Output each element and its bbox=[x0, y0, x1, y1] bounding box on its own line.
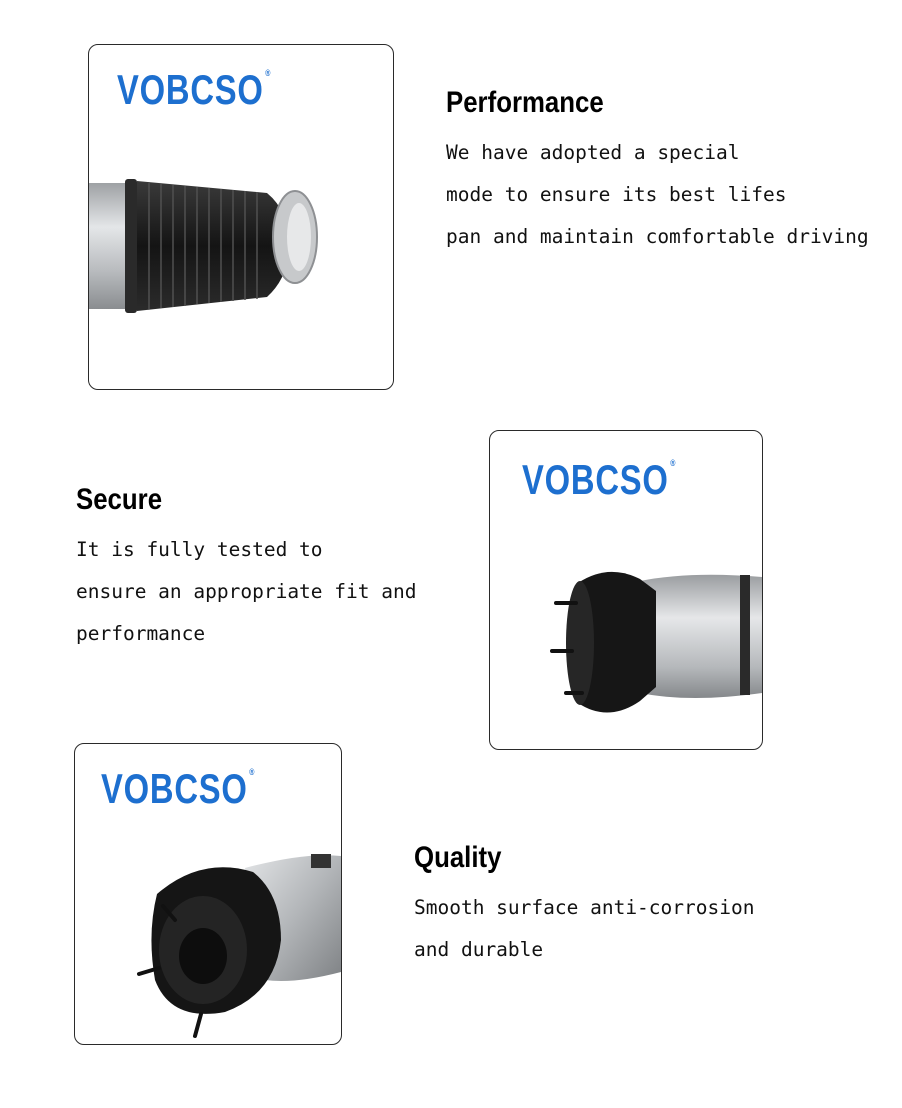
section-heading-quality: Quality bbox=[414, 841, 502, 874]
product-image-card-bellows bbox=[88, 44, 394, 390]
air-spring-mount-angle-photo bbox=[75, 744, 341, 1044]
description-line: We have adopted a special bbox=[446, 141, 740, 164]
brand-logo: VOBCSO ® bbox=[522, 456, 677, 503]
air-spring-bellows-photo bbox=[89, 45, 393, 389]
description-line: It is fully tested to bbox=[76, 538, 323, 561]
section-description-quality bbox=[414, 887, 754, 971]
brand-logo: VOBCSO ® bbox=[117, 66, 272, 113]
description-line: and durable bbox=[414, 938, 544, 961]
section-description-secure bbox=[76, 529, 416, 655]
section-heading-performance: Performance bbox=[446, 86, 604, 119]
description-line: performance bbox=[76, 622, 206, 645]
section-description-performance bbox=[446, 132, 869, 258]
brand-logo: VOBCSO ® bbox=[101, 765, 256, 812]
description-line: mode to ensure its best lifes bbox=[446, 183, 787, 206]
product-image-card-top-mount bbox=[489, 430, 763, 750]
description-line: pan and maintain comfortable driving bbox=[446, 225, 869, 248]
air-spring-top-mount-photo bbox=[490, 431, 762, 749]
description-line: Smooth surface anti-corrosion bbox=[414, 896, 755, 919]
section-heading-secure: Secure bbox=[76, 483, 163, 516]
product-image-card-mount-angle bbox=[74, 743, 342, 1045]
description-line: ensure an appropriate fit and bbox=[76, 580, 417, 603]
